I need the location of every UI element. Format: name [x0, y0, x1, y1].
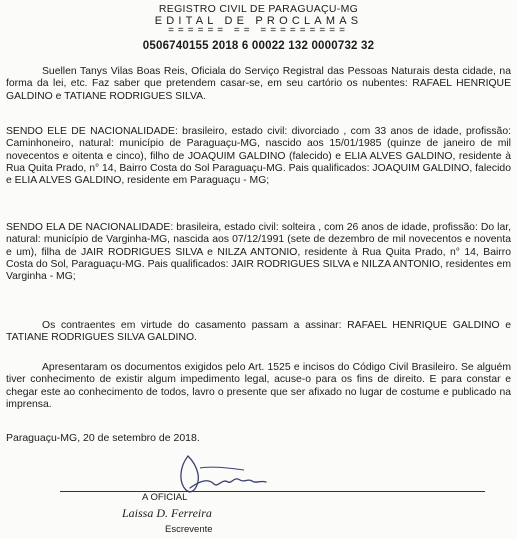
documents-paragraph [6, 362, 511, 411]
intro-text: Suellen Tanys Vilas Boas Reis, Oficiala do Serviço Registral das Pessoas Naturais desta cidade, na forma da lei, etc. Faz saber que pretendem casar-se, em seu cartório os nubentes: RAFAEL HENRIQUE GALDINO e TATIANE RODRIGUES SILVA. [6, 66, 511, 102]
intro-paragraph [6, 66, 511, 103]
names-text: Os contraentes em virtude do casamento passam a assinar: RAFAEL HENRIQUE GALDINO e TATIANE RODRIGUES SILVA GALDINO. [6, 320, 511, 344]
signer-title: Escrevente [165, 524, 213, 535]
title-underline: ====== == ========= [168, 25, 349, 36]
signer-name: Laissa D. Ferreira [122, 506, 212, 520]
registry-code: 0506740155 2018 6 00022 132 0000732 32 [142, 40, 375, 52]
bride-paragraph: SENDO ELA DE NACIONALIDADE: brasileira, estado civil: solteira , com 26 anos de idade, profissão: Do lar, natural: município de Varginha-MG, nascida aos 07/12/1991 (sete de dezembro de mil novecentos e noventa e um), filha de JAIR RODRIGUES SILVA e NILZA ANTONIO, residente à Rua Quita Prado, n° 14, Bairro Costa do Sol, Paraguaçu-MG. Pais qualificados: JAIR RODRIGUES SILVA e NILZA ANTONIO, residentes em Varginha - MG; [6, 222, 511, 283]
edital-title: EDITAL DE PROCLAMAS [154, 15, 363, 27]
registry-title: REGISTRO CIVIL DE PARAGUAÇU-MG [158, 3, 359, 15]
date-line: Paraguaçu-MG, 20 de setembro de 2018. [6, 432, 200, 444]
signature-role: A OFICIAL [142, 492, 188, 503]
signature-line [60, 491, 485, 492]
groom-paragraph: SENDO ELE DE NACIONALIDADE: brasileiro, estado civil: divorciado , com 33 anos de idade, profissão: Caminhoneiro, natural: município de Paraguaçu-MG, nascido aos 15/01/1985 (quinze de janeiro de mil novecentos e oitenta e cinco), filho de JOAQUIM GALDINO (falecido) e ELIA ALVES GALDINO, residente à Rua Quita Prado, n° 14, Bairro Costa do Sol Paraguaçu-MG. Pais qualificados: JOAQUIM GALDINO, falecido e ELIA ALVES GALDINO, residente em Paraguaçu - MG; [6, 126, 511, 187]
names-paragraph [6, 320, 511, 345]
documents-text: Apresentaram os documentos exigidos pelo Art. 1525 e incisos do Código Civil Brasileiro. Se alguém tiver conhecimento de existir algum impedimento legal, acuse-o para os fins de direito. E para constar e chegar este ao conhecimento de todos, lavro o presente que ser afixado no lugar de costume e publicado na imprensa. [6, 362, 511, 410]
